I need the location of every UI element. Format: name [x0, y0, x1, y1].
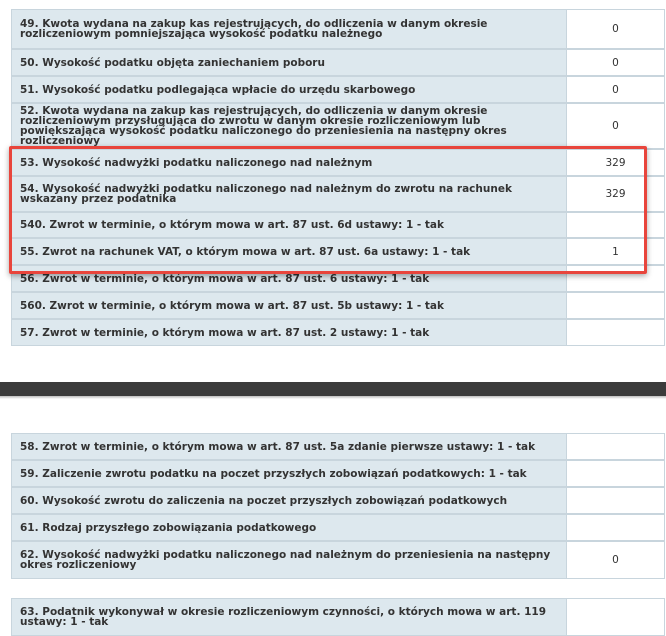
- field-label-58: 58. Zwrot w terminie, o którym mowa w art. 87 ust. 5a zdanie pierwsze ustawy: 1 - tak: [11, 433, 566, 460]
- row-54: [11, 176, 665, 212]
- form-section-2: [11, 433, 665, 579]
- field-label-560: 560. Zwrot w terminie, o którym mowa w art. 87 ust. 5b ustawy: 1 - tak: [11, 292, 566, 319]
- row-61: [11, 514, 665, 541]
- field-label-59: 59. Zaliczenie zwrotu podatku na poczet przyszłych zobowiązań podatkowych: 1 - tak: [11, 460, 566, 487]
- row-52: [11, 103, 665, 149]
- field-label-49: 49. Kwota wydana na zakup kas rejestrujących, do odliczenia w danym okresie rozliczeniowym pomniejszająca wysokość podatku należnego: [11, 9, 566, 49]
- form-section-1: [11, 9, 665, 346]
- field-value-62[interactable]: 0: [566, 541, 665, 579]
- field-value-60[interactable]: [566, 487, 665, 514]
- row-59: [11, 460, 665, 487]
- row-57: [11, 319, 665, 346]
- row-50: [11, 49, 665, 76]
- field-label-52: 52. Kwota wydana na zakup kas rejestrujących, do odliczenia w danym okresie rozliczeniowym przysługująca do zwrotu w danym okresie rozliczeniowym lub powiększająca wysokość podatku naliczonego do przeniesienia na następny okres rozliczeniowy: [11, 103, 566, 149]
- field-value-57[interactable]: [566, 319, 665, 346]
- row-55: [11, 238, 665, 265]
- field-label-61: 61. Rodzaj przyszłego zobowiązania podatkowego: [11, 514, 566, 541]
- row-56: [11, 265, 665, 292]
- form-section-3: [11, 598, 665, 636]
- row-51: [11, 76, 665, 103]
- row-62: [11, 541, 665, 579]
- field-value-560[interactable]: [566, 292, 665, 319]
- field-label-60: 60. Wysokość zwrotu do zaliczenia na poczet przyszłych zobowiązań podatkowych: [11, 487, 566, 514]
- row-58: [11, 433, 665, 460]
- field-label-63: 63. Podatnik wykonywał w okresie rozliczeniowym czynności, o których mowa w art. 119 ustawy: 1 - tak: [11, 598, 566, 636]
- field-value-58[interactable]: [566, 433, 665, 460]
- field-value-55[interactable]: 1: [566, 238, 665, 265]
- page-divider-shadow: [0, 396, 666, 399]
- field-label-56: 56. Zwrot w terminie, o którym mowa w art. 87 ust. 6 ustawy: 1 - tak: [11, 265, 566, 292]
- field-label-55: 55. Zwrot na rachunek VAT, o którym mowa w art. 87 ust. 6a ustawy: 1 - tak: [11, 238, 566, 265]
- field-value-50[interactable]: 0: [566, 49, 665, 76]
- row-560: [11, 292, 665, 319]
- field-value-49[interactable]: 0: [566, 9, 665, 49]
- field-label-57: 57. Zwrot w terminie, o którym mowa w art. 87 ust. 2 ustawy: 1 - tak: [11, 319, 566, 346]
- field-value-61[interactable]: [566, 514, 665, 541]
- page-divider: [0, 382, 666, 396]
- field-value-53[interactable]: 329: [566, 149, 665, 176]
- field-value-51[interactable]: 0: [566, 76, 665, 103]
- field-label-54: 54. Wysokość nadwyżki podatku naliczonego nad należnym do zwrotu na rachunek wskazany przez podatnika: [11, 176, 566, 212]
- field-value-59[interactable]: [566, 460, 665, 487]
- row-540: [11, 212, 665, 238]
- row-49: [11, 9, 665, 49]
- field-value-56[interactable]: [566, 265, 665, 292]
- row-53: [11, 149, 665, 176]
- field-label-53: 53. Wysokość nadwyżki podatku naliczonego nad należnym: [11, 149, 566, 176]
- field-value-52[interactable]: 0: [566, 103, 665, 149]
- field-value-63[interactable]: [566, 598, 665, 636]
- row-60: [11, 487, 665, 514]
- field-label-50: 50. Wysokość podatku objęta zaniechaniem poboru: [11, 49, 566, 76]
- field-label-51: 51. Wysokość podatku podlegająca wpłacie do urzędu skarbowego: [11, 76, 566, 103]
- field-label-540: 540. Zwrot w terminie, o którym mowa w art. 87 ust. 6d ustawy: 1 - tak: [11, 212, 566, 238]
- field-value-54[interactable]: 329: [566, 176, 665, 212]
- row-63: [11, 598, 665, 636]
- field-value-540[interactable]: [566, 212, 665, 238]
- field-label-62: 62. Wysokość nadwyżki podatku naliczonego nad należnym do przeniesienia na następny okres rozliczeniowy: [11, 541, 566, 579]
